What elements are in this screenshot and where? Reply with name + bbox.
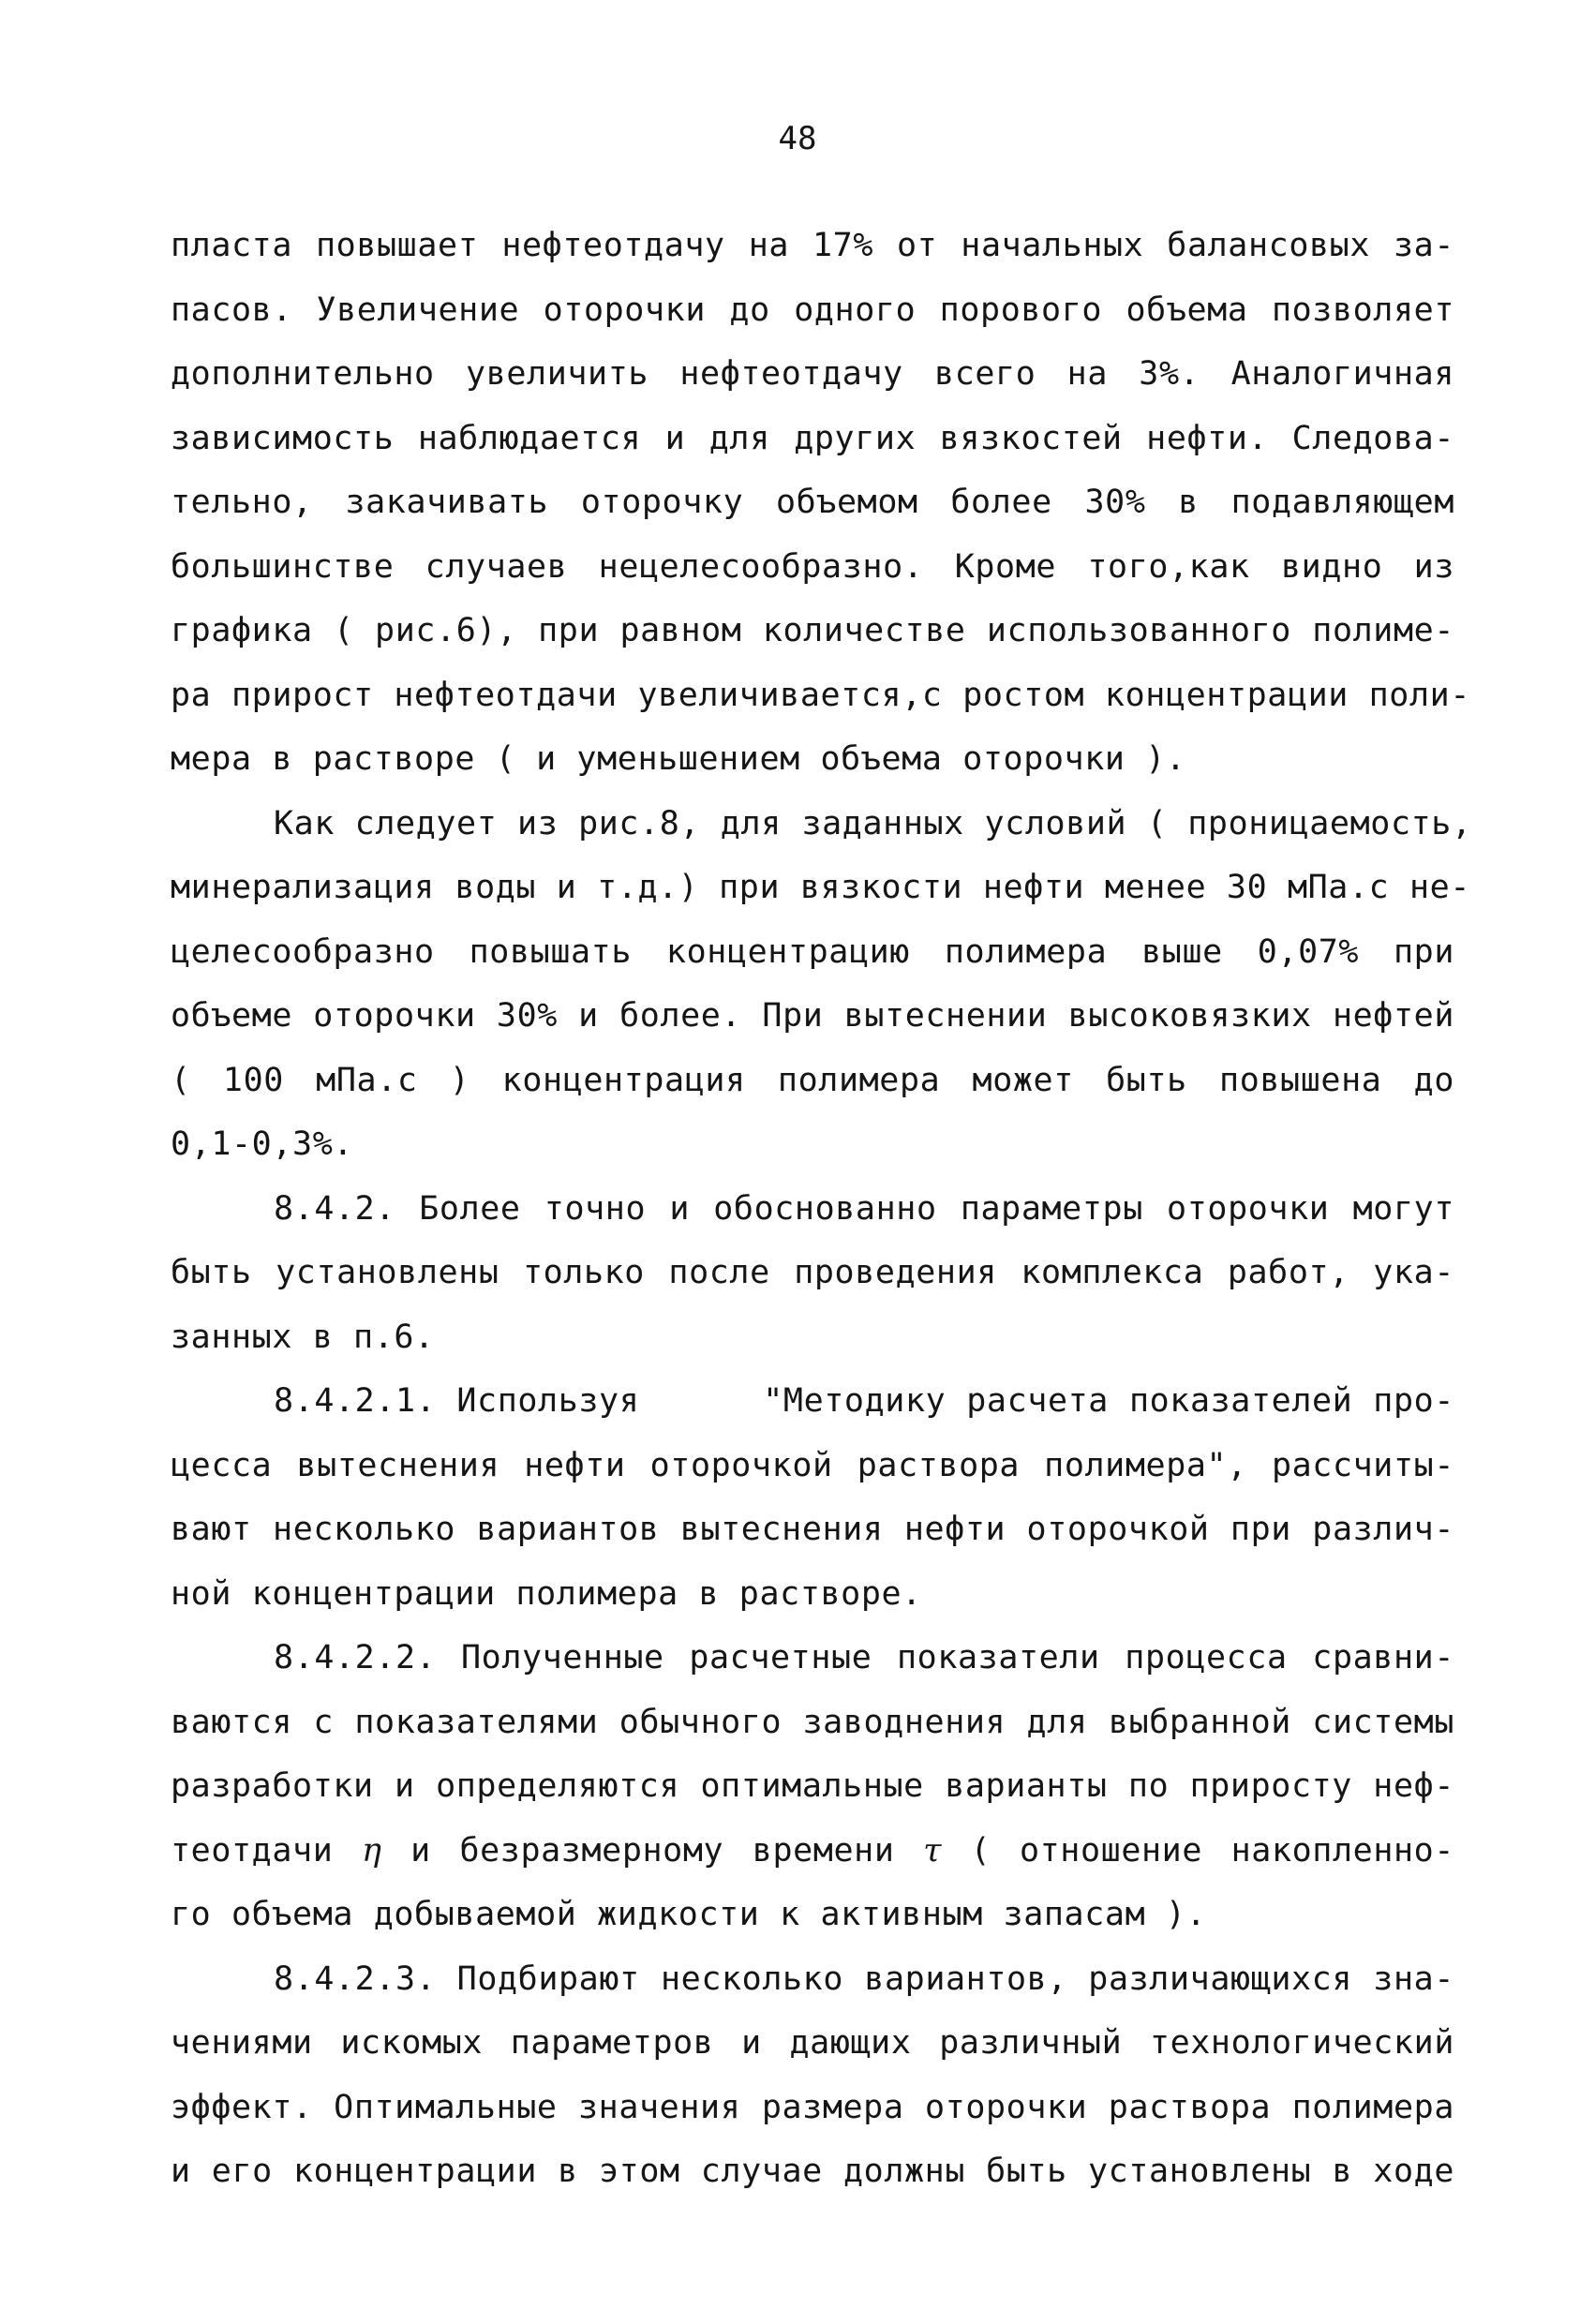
section-8-4-2-2-line: 8.4.2.2. Полученные расчетные показатели процесса сравни-	[274, 1639, 1454, 1676]
text-line: го объема добываемой жидкости к активным запасам ).	[171, 1896, 1207, 1933]
body-text	[171, 214, 1472, 2204]
page-number: 48	[778, 120, 817, 157]
text-line: ( 100 мПа.с ) концентрация полимера может быть повышена до	[171, 1061, 1454, 1099]
section-8-4-2-line: 8.4.2. Более точно и обоснованно параметры оторочки могут	[274, 1189, 1454, 1228]
paragraph-start-line: Как следует из рис.8, для заданных условий ( проницаемость,	[274, 804, 1472, 842]
text-line: графика ( рис.6), при равном количестве использованного полиме-	[171, 612, 1454, 649]
text-line: 0,1-0,3%.	[171, 1125, 354, 1163]
section-8-4-2-1-line: 8.4.2.1. Используя "Методику расчета показателей про-	[274, 1382, 1454, 1420]
text-line: цесса вытеснения нефти оторочкой раствора полимера", рассчиты-	[171, 1446, 1454, 1484]
text-line: разработки и определяются оптимальные варианты по приросту неф-	[171, 1767, 1454, 1805]
text-line: чениями искомых параметров и дающих различный технологический	[171, 2024, 1454, 2062]
text-line: пласта повышает нефтеотдачу на 17% от начальных балансовых за-	[171, 227, 1454, 264]
text-line: зависимость наблюдается и для других вязкостей нефти. Следова-	[171, 419, 1454, 457]
text-line: вают несколько вариантов вытеснения нефти оторочкой при различ-	[171, 1511, 1454, 1548]
text-line: и его концентрации в этом случае должны быть установлены в ходе	[171, 2153, 1454, 2190]
text-fragment: теотдачи	[171, 1831, 362, 1870]
text-line: ваются с показателями обычного заводнения для выбранной системы	[171, 1703, 1454, 1741]
section-8-4-2-3-line: 8.4.2.3. Подбирают несколько вариантов, различающихся зна-	[274, 1959, 1454, 1998]
text-fragment: и безразмерному времени	[381, 1831, 924, 1870]
text-line: целесообразно повышать концентрацию полимера выше 0,07% при	[171, 932, 1454, 971]
text-line: объеме оторочки 30% и более. При вытеснении высоковязких нефтей	[171, 997, 1454, 1035]
text-line: большинстве случаев нецелесообразно. Кроме того,как видно из	[171, 547, 1454, 586]
text-line: ра прирост нефтеотдачи увеличивается,с ростом концентрации поли-	[171, 676, 1470, 714]
tau-symbol: τ	[923, 1831, 943, 1870]
text-line: эффект. Оптимальные значения размера оторочки раствора полимера	[171, 2088, 1454, 2126]
text-line: ной концентрации полимера в растворе.	[171, 1574, 922, 1613]
text-line: минерализация воды и т.д.) при вязкости нефти менее 30 мПа.с не-	[171, 869, 1470, 906]
text-line: быть установлены только после проведения комплекса работ, ука-	[171, 1254, 1454, 1291]
text-line: пасов. Увеличение оторочки до одного порового объема позволяет	[171, 290, 1454, 329]
eta-symbol: η	[361, 1831, 382, 1870]
text-line-with-symbols	[171, 1819, 1454, 1884]
text-line: тельно, закачивать оторочку объемом более 30% в подавляющем	[171, 484, 1454, 521]
text-line: мера в растворе ( и уменьшением объема оторочки ).	[171, 740, 1186, 778]
text-line: занных в п.6.	[171, 1318, 435, 1356]
text-fragment: ( отношение накопленно-	[942, 1831, 1455, 1870]
text-line: дополнительно увеличить нефтеотдачу всего на 3%. Аналогичная	[171, 355, 1454, 393]
